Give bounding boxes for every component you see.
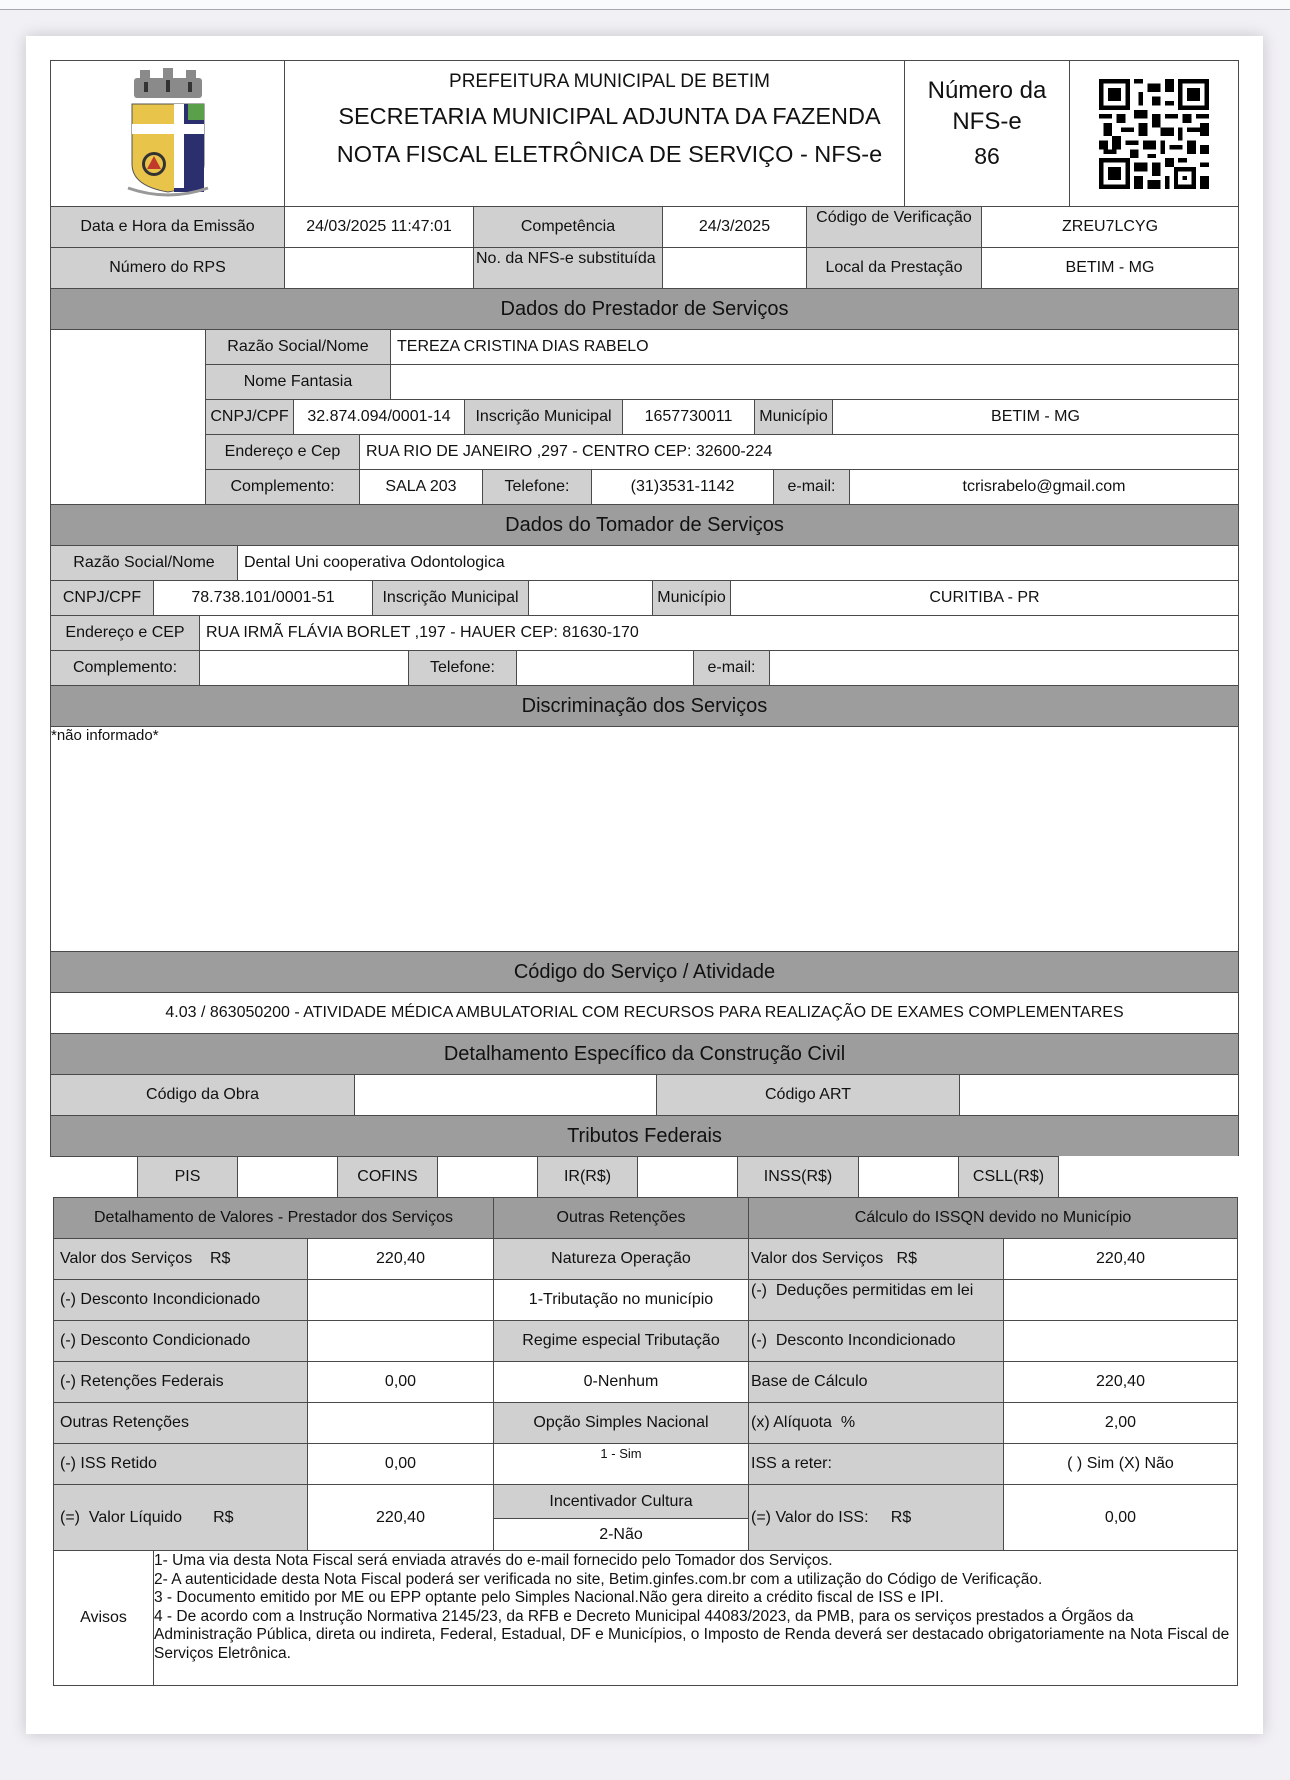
- tomador-email-label: e-mail:: [693, 650, 770, 686]
- iss-retido-label: (-) ISS Retido: [53, 1443, 308, 1485]
- outras-retencoes-label: Outras Retenções: [53, 1402, 308, 1444]
- avisos-body: [153, 1550, 1238, 1686]
- numero-rps-value: [284, 247, 474, 289]
- base-calculo-value: 220,40: [1003, 1361, 1238, 1403]
- codigo-obra-label: Código da Obra: [50, 1074, 355, 1116]
- nfse-number-value: 86: [974, 143, 1000, 169]
- deducoes-value: [1003, 1279, 1238, 1321]
- csll-label: CSLL(R$): [958, 1156, 1059, 1198]
- simples-nacional-label: Opção Simples Nacional: [493, 1402, 749, 1444]
- incentivador-cultura-value: 2-Não: [493, 1518, 749, 1551]
- tomador-razao-label: Razão Social/Nome: [50, 545, 238, 581]
- valor-iss-label: (=) Valor do ISS: R$: [748, 1484, 1004, 1551]
- tomador-cnpj-value: 78.738.101/0001-51: [153, 580, 373, 616]
- valor-servicos-label: Valor dos Serviços R$: [53, 1238, 308, 1280]
- codigo-verificacao-label: Código de Verificação: [806, 206, 982, 248]
- discriminacao-body: [50, 726, 1239, 952]
- natureza-operacao-value: 1-Tributação no município: [493, 1279, 749, 1321]
- header-titles: [284, 60, 935, 207]
- secretaria-title: SECRETARIA MUNICIPAL ADJUNTA DA FAZENDA: [338, 103, 881, 129]
- prestador-complemento-label: Complemento:: [205, 469, 360, 505]
- inss-label: INSS(R$): [737, 1156, 859, 1198]
- tomador-complemento-label: Complemento:: [50, 650, 200, 686]
- local-prestacao-value: BETIM - MG: [981, 247, 1239, 289]
- tomador-cnpj-label: CNPJ/CPF: [50, 580, 154, 616]
- codigo-art-value: [959, 1074, 1239, 1116]
- data-emissao-value: 24/03/2025 11:47:01: [284, 206, 474, 248]
- desconto-incondicionado-value: [307, 1279, 494, 1321]
- servico-description: 4.03 / 863050200 - ATIVIDADE MÉDICA AMBULATORIAL COM RECURSOS PARA REALIZAÇÃO DE EXAMES COMPLEMENTARES: [50, 992, 1239, 1034]
- aviso-line-3: 3 - Documento emitido por ME ou EPP optante pelo Simples Nacional.Não gera direito a crédito fiscal de ISS e IPI.: [154, 1589, 944, 1607]
- natureza-operacao-label: Natureza Operação: [493, 1238, 749, 1280]
- issqn-desconto-value: [1003, 1320, 1238, 1362]
- discriminacao-text: *não informado*: [51, 727, 159, 744]
- valor-iss-value: 0,00: [1003, 1484, 1238, 1551]
- qr-code-icon[interactable]: [1099, 79, 1209, 189]
- pis-value: [237, 1156, 338, 1198]
- nfse-substituida-label: No. da NFS-e substituída: [473, 247, 663, 289]
- aviso-line-2: 2- A autenticidade desta Nota Fiscal poderá ser verificada no site, Betim.ginfes.com.br com a utilização do Código de Verificação.: [154, 1570, 1043, 1588]
- prefeitura-title: PREFEITURA MUNICIPAL DE BETIM: [449, 71, 770, 92]
- aliquota-value: 2,00: [1003, 1402, 1238, 1444]
- tomador-email-value: [769, 650, 1239, 686]
- nfse-number-label-1: Número da: [927, 77, 1047, 104]
- deducoes-label: (-) Deduções permitidas em lei: [748, 1279, 1004, 1321]
- issqn-desconto-label: (-) Desconto Incondicionado: [748, 1320, 1004, 1362]
- prestador-cnpj-value: 32.874.094/0001-14: [293, 399, 465, 435]
- tomador-telefone-label: Telefone:: [408, 650, 517, 686]
- csll-value: [1058, 1156, 1239, 1198]
- nfse-title: NOTA FISCAL ELETRÔNICA DE SERVIÇO - NFS-e: [336, 141, 883, 167]
- prestador-cnpj-label: CNPJ/CPF: [205, 399, 294, 435]
- local-prestacao-label: Local da Prestação: [806, 247, 982, 289]
- regime-especial-label: Regime especial Tributação: [493, 1320, 749, 1362]
- outras-retencoes-header: Outras Retenções: [493, 1197, 749, 1239]
- logo-cell: [50, 60, 285, 207]
- data-emissao-label: Data e Hora da Emissão: [50, 206, 285, 248]
- tomador-razao-value: Dental Uni cooperativa Odontologica: [237, 545, 1239, 581]
- prestador-telefone-label: Telefone:: [482, 469, 592, 505]
- prestador-endereco-label: Endereço e Cep: [205, 434, 360, 470]
- qr-code-cell: [1069, 60, 1239, 207]
- aviso-line-1: 1- Uma via desta Nota Fiscal será enviada através do e-mail fornecido pelo Tomador dos Serviços.: [154, 1552, 833, 1569]
- prestador-email-value[interactable]: tcrisrabelo@gmail.com: [849, 469, 1239, 505]
- tomador-inscricao-value: [528, 580, 653, 616]
- desconto-condicionado-value: [307, 1320, 494, 1362]
- prestador-fantasia-label: Nome Fantasia: [205, 364, 391, 400]
- base-calculo-label: Base de Cálculo: [748, 1361, 1004, 1403]
- numero-rps-label: Número do RPS: [50, 247, 285, 289]
- tributos-section-header: Tributos Federais: [50, 1115, 1239, 1157]
- prestador-fantasia-value: [390, 364, 1239, 400]
- tomador-section-header: Dados do Tomador de Serviços: [50, 504, 1239, 546]
- codigo-verificacao-value[interactable]: ZREU7LCYG: [981, 206, 1239, 248]
- ir-label: IR(R$): [537, 1156, 638, 1198]
- nfse-substituida-value: [662, 247, 807, 289]
- inss-value: [858, 1156, 959, 1198]
- prestador-inscricao-label: Inscrição Municipal: [464, 399, 623, 435]
- prestador-razao-value: TEREZA CRISTINA DIAS RABELO: [390, 329, 1239, 365]
- prestador-email-label: e-mail:: [773, 469, 850, 505]
- tomador-inscricao-label: Inscrição Municipal: [372, 580, 529, 616]
- valor-liquido-value: 220,40: [307, 1484, 494, 1551]
- nfse-document: [26, 36, 1263, 1734]
- prestador-municipio-value: BETIM - MG: [832, 399, 1239, 435]
- valores-prestador-header: Detalhamento de Valores - Prestador dos Serviços: [53, 1197, 494, 1239]
- servico-section-header: Código do Serviço / Atividade: [50, 951, 1239, 993]
- competencia-label: Competência: [473, 206, 663, 248]
- retencoes-federais-label: (-) Retenções Federais: [53, 1361, 308, 1403]
- codigo-art-label: Código ART: [656, 1074, 960, 1116]
- desconto-incondicionado-label: (-) Desconto Incondicionado: [53, 1279, 308, 1321]
- construcao-section-header: Detalhamento Específico da Construção Civil: [50, 1033, 1239, 1075]
- iss-reter-value: ( ) Sim (X) Não: [1003, 1443, 1238, 1485]
- tomador-endereco-label: Endereço e CEP: [50, 615, 200, 651]
- iss-reter-label: ISS a reter:: [748, 1443, 1004, 1485]
- outras-retencoes-value: [307, 1402, 494, 1444]
- tomador-municipio-value: CURITIBA - PR: [730, 580, 1239, 616]
- prestador-inscricao-value: 1657730011: [622, 399, 755, 435]
- prestador-razao-label: Razão Social/Nome: [205, 329, 391, 365]
- codigo-obra-value: [354, 1074, 657, 1116]
- cofins-value: [437, 1156, 538, 1198]
- avisos-label: Avisos: [53, 1550, 154, 1686]
- coat-of-arms-icon: [120, 68, 216, 200]
- prestador-complemento-value: SALA 203: [359, 469, 483, 505]
- iss-retido-value: 0,00: [307, 1443, 494, 1485]
- pis-label: PIS: [137, 1156, 238, 1198]
- ir-value: [637, 1156, 738, 1198]
- desconto-condicionado-label: (-) Desconto Condicionado: [53, 1320, 308, 1362]
- aliquota-label: (x) Alíquota %: [748, 1402, 1004, 1444]
- avisos-text: [154, 1552, 1234, 1664]
- valor-servicos-value: 220,40: [307, 1238, 494, 1280]
- calculo-issqn-header: Cálculo do ISSQN devido no Município: [748, 1197, 1238, 1239]
- prestador-telefone-value: (31)3531-1142: [591, 469, 774, 505]
- discriminacao-section-header: Discriminação dos Serviços: [50, 685, 1239, 727]
- tomador-endereco-value: RUA IRMÃ FLÁVIA BORLET ,197 - HAUER CEP: 81630-170: [199, 615, 1239, 651]
- prestador-section-header: Dados do Prestador de Serviços: [50, 288, 1239, 330]
- retencoes-federais-value: 0,00: [307, 1361, 494, 1403]
- prestador-municipio-label: Município: [754, 399, 833, 435]
- incentivador-cultura-label: Incentivador Cultura: [493, 1484, 749, 1519]
- tomador-telefone-value: [516, 650, 694, 686]
- cofins-label: COFINS: [337, 1156, 438, 1198]
- issqn-valor-servicos-value: 220,40: [1003, 1238, 1238, 1280]
- aviso-line-4: 4 - De acordo com a Instrução Normativa 2145/23, da RFB e Decreto Municipal 44083/2023, da PMB, para os serviços prestados a Órgãos da Administração Pública, direta ou indireta, Federal, Estadual, DF e Municípios, o Imposto de Renda deverá ser destacado obrigatoriamente na Nota Fiscal de Serviços Eletrônica.: [154, 1607, 1230, 1662]
- tomador-municipio-label: Município: [652, 580, 731, 616]
- regime-especial-value: 0-Nenhum: [493, 1361, 749, 1403]
- valor-liquido-label: (=) Valor Líquido R$: [53, 1484, 308, 1551]
- nfse-number-label-2: NFS-e: [952, 108, 1022, 135]
- simples-nacional-value: 1 - Sim: [493, 1443, 749, 1485]
- competencia-value: 24/3/2025: [662, 206, 807, 248]
- nfse-number-cell: [904, 60, 1070, 207]
- tomador-complemento-value: [199, 650, 409, 686]
- prestador-spacer: [50, 329, 206, 505]
- prestador-endereco-value: RUA RIO DE JANEIRO ,297 - CENTRO CEP: 32600-224: [359, 434, 1239, 470]
- issqn-valor-servicos-label: Valor dos Serviços R$: [748, 1238, 1004, 1280]
- viewer-top-bar: [0, 0, 1290, 10]
